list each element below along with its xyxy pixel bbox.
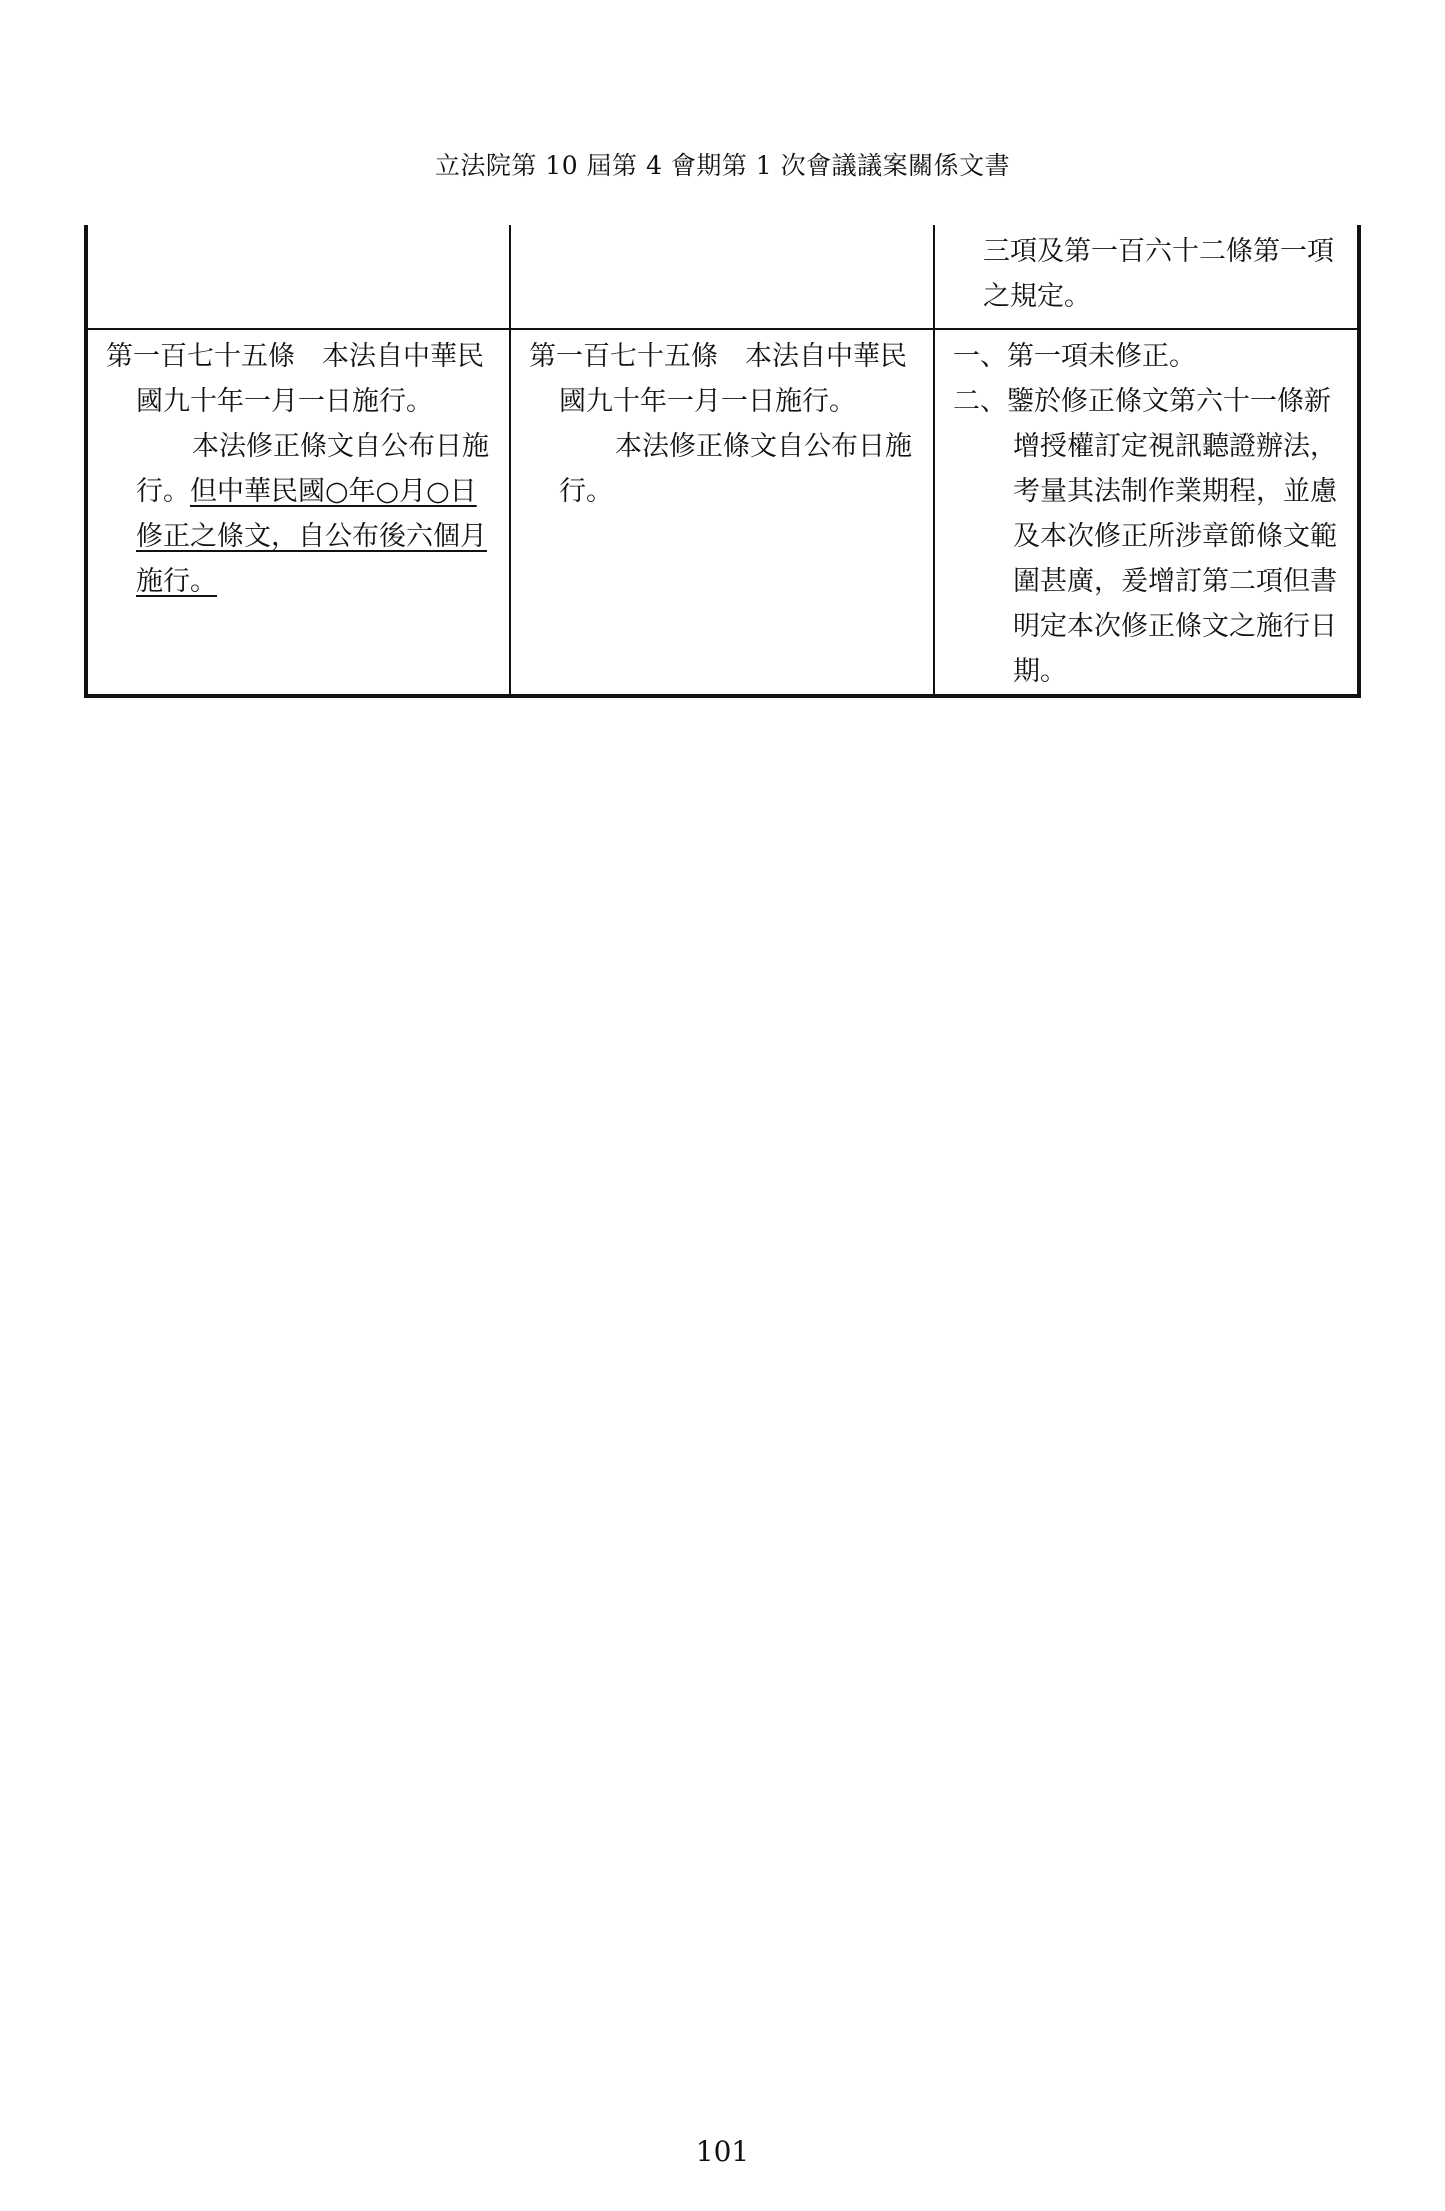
table-row-continuation — [86, 225, 1359, 329]
amended-text-cell — [86, 225, 510, 329]
amended-paragraph-2-underlined: 但中華民國○年○月○日修正之條文，自公布後六個月施行。 — [136, 476, 487, 597]
current-article-paragraph-2: 本法修正條文自公布日施行。 — [559, 431, 912, 507]
amended-article-paragraph-1: 第一百七十五條 本法自中華民國九十年一月一日施行。 — [106, 341, 484, 417]
current-text-cell — [510, 329, 934, 696]
amendment-comparison-table — [84, 225, 1361, 698]
amended-text-cell — [86, 329, 510, 696]
explanation-item-2: 二、鑒於修正條文第六十一條新增授權訂定視訊聽證辦法，考量其法制作業期程，並慮及本次修正所涉章節條文範圍甚廣，爰增訂第二項但書明定本次修正條文之施行日期。 — [953, 386, 1337, 687]
explanation-cell — [934, 225, 1359, 329]
page-number: 101 — [695, 2135, 750, 2168]
amended-paragraph-2-plain: 本法修正條文自公布日施行。 — [136, 431, 489, 507]
explanation-item-1: 一、第一項未修正。 — [953, 341, 1196, 372]
table-row-article-175 — [86, 329, 1359, 696]
amended-article-paragraph-2 — [106, 424, 493, 604]
document-header: 立法院第 10 屆第 4 會期第 1 次會議議案關係文書 — [434, 151, 1011, 180]
explanation-cell — [934, 329, 1359, 696]
current-article-paragraph-1: 第一百七十五條 本法自中華民國九十年一月一日施行。 — [529, 341, 907, 417]
current-text-cell — [510, 225, 934, 329]
explanation-continuation-text: 三項及第一百六十二條第一項之規定。 — [983, 236, 1334, 312]
